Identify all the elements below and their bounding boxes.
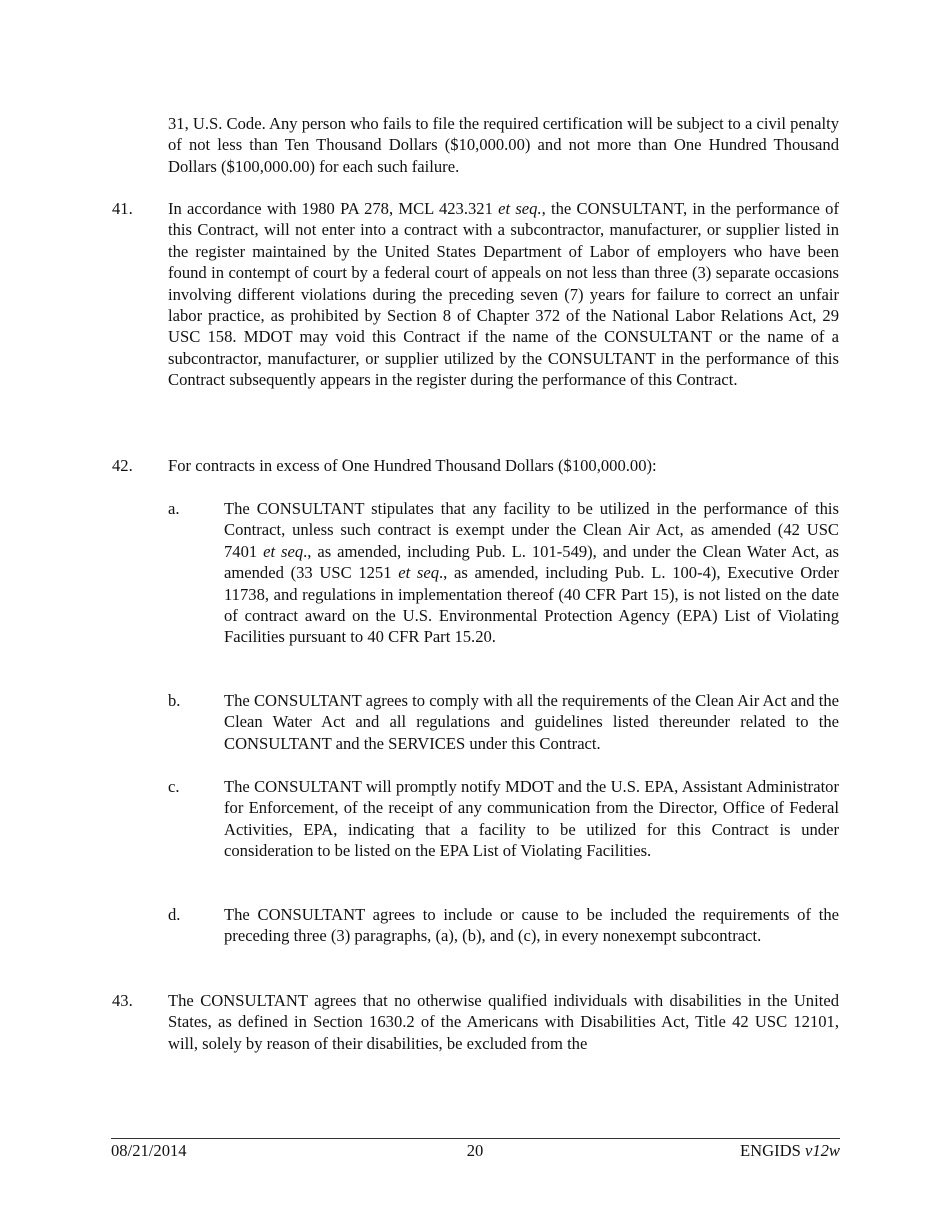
italic-run: et seq xyxy=(263,541,304,561)
paragraph-text: In accordance with 1980 PA 278, MCL 423.321 et seq., the CONSULTANT, in the performance of this Contract, will not enter into a contract with a subcontractor, manufacturer, or supplier listed in the register maintained by the United States Department of Labor of employers who have been found in contempt of court by a federal court of appeals on not less than three (3) separate occasions involving different violations during the preceding seven (7) years for failure to correct an unfair labor practice, as prohibited by Section 8 of Chapter 372 of the National Labor Relations Act, 29 USC 158. MDOT may void this Contract if the name of the CONSULTANT or the name of a subcontractor, manufacturer, or supplier utilized by the CONSULTANT in the performance of this Contract subsequently appears in the register during the performance of this Contract. xyxy=(168,199,839,390)
paragraph-number: 43. xyxy=(112,991,133,1010)
paragraph-number: 41. xyxy=(112,199,133,218)
subparagraph-text: The CONSULTANT agrees to include or cause to be included the requirements of the preceding three (3) paragraphs, (a), (b), and (c), in every nonexempt subcontract. xyxy=(224,905,839,946)
subparagraph-text: The CONSULTANT stipulates that any facility to be utilized in the performance of this Contract, unless such contract is exempt under the Clean Air Act, as amended (42 USC 7401 et seq., as amended, including Pub. L. 101-549), and under the Clean Water Act, as amended (33 USC 1251 et seq., as amended, including Pub. L. 100-4), Executive Order 11738, and regulations in implementation thereof (40 CFR Part 15), is not listed on the date of contract award on the U.S. Environmental Protection Agency (EPA) List of Violating Facilities pursuant to 40 CFR Part 15.20. xyxy=(224,499,839,647)
italic-run: et seq. xyxy=(498,199,542,218)
footer-document-id xyxy=(740,1140,840,1161)
subparagraph-letter: b. xyxy=(168,691,181,710)
footer-divider xyxy=(111,1138,840,1139)
subparagraph-letter: a. xyxy=(168,499,180,518)
footer-page-number: 20 xyxy=(466,1141,484,1160)
footer-date: 08/21/2014 xyxy=(111,1141,187,1160)
footer-doc-version: v12w xyxy=(804,1141,840,1160)
italic-run: et seq xyxy=(398,563,439,583)
subparagraph-letter: d. xyxy=(168,905,181,924)
subparagraph-letter: c. xyxy=(168,777,180,796)
footer-doc-name: ENGIDS xyxy=(739,1141,801,1160)
subparagraph-text: The CONSULTANT agrees to comply with all the requirements of the Clean Air Act and the Clean Water Act and all regulations and guidelines listed thereunder related to the CONSULTANT and the SERVICES under this Contract. xyxy=(224,691,839,753)
paragraph-text: 31, U.S. Code. Any person who fails to file the required certification will be subject to a civil penalty of not less than Ten Thousand Dollars ($10,000.00) and not more than One Hundred Thousand Dollars ($100,000.00) for each such failure. xyxy=(168,114,839,176)
paragraph-number: 42. xyxy=(112,456,133,475)
paragraph-text: For contracts in excess of One Hundred Thousand Dollars ($100,000.00): xyxy=(168,456,657,475)
subparagraph-text: The CONSULTANT will promptly notify MDOT and the U.S. EPA, Assistant Administrator for Enforcement, of the receipt of any communication from the Director, Office of Federal Activities, EPA, indicating that a facility to be utilized for this Contract is under consideration to be listed on the EPA List of Violating Facilities. xyxy=(224,777,839,861)
paragraph-text: The CONSULTANT agrees that no otherwise qualified individuals with disabilities in the United States, as defined in Section 1630.2 of the Americans with Disabilities Act, Title 42 USC 12101, will, solely by reason of their disabilities, be excluded from the xyxy=(168,991,839,1053)
